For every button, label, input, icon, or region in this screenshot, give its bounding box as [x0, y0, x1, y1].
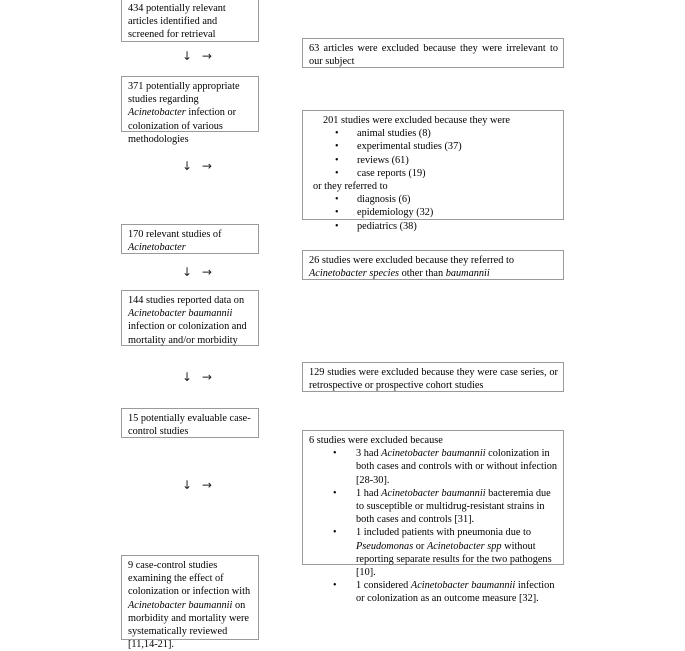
node-appropriate-text: 371 potentially appropriate studies regarding Acinetobacter infection or colonization of various methodologies [128, 81, 240, 145]
bullet-colonization: • 3 had Acinetobacter baumannii colonization in both cases and controls with or without infection [28-30]. [309, 447, 558, 487]
bullet-item: • pediatrics (38) [313, 220, 558, 233]
node-identified [121, 0, 259, 42]
bullet-item: • epidemiology (32) [313, 206, 558, 219]
bullet-item: • animal studies (8) [313, 127, 558, 140]
node-excluded-6 [302, 430, 564, 605]
node-final [121, 555, 259, 651]
node-final-text: 9 case-control studies examining the effect of colonization or infection with Acinetobacter baumannii on morbidity and mortality were systematically reviewed [11,14-21]. [128, 560, 251, 651]
bullet-item: • diagnosis (6) [313, 193, 558, 206]
connector-4: ↓ → [182, 370, 215, 384]
node-reported-data-text: 144 studies reported data on Acinetobacter baumannii infection or colonization and mortality and/or morbidity [128, 295, 247, 346]
node-relevant-text: 170 relevant studies of Acinetobacter [128, 229, 222, 254]
node-relevant [121, 224, 259, 254]
node-excluded-129-text: 129 studies were excluded because they were case series, or retrospective or prospective cohort studies [309, 367, 558, 392]
node-evaluable-text: 15 potentially evaluable case-control studies [128, 413, 251, 438]
bullet-outcome: • 1 considered Acinetobacter baumannii infection or colonization as an outcome measure [32]. [309, 579, 558, 605]
node-excluded-201-list-b [313, 193, 558, 233]
node-excluded-201-list-a [313, 127, 558, 180]
node-identified-text: 434 potentially relevant articles identified and screened for retrieval [128, 3, 226, 41]
bullet-item: • case reports (19) [313, 167, 558, 180]
connector-3: ↓ → [182, 265, 215, 279]
bullet-pneumonia: • 1 included patients with pneumonia due to Pseudomonas or Acinetobacter spp without reporting separate results for the two pathogens [10]. [309, 526, 558, 579]
node-excluded-63 [302, 38, 564, 68]
node-excluded-26 [302, 250, 564, 280]
node-excluded-6-list [309, 447, 558, 605]
node-excluded-6-heading: 6 studies were excluded because [309, 435, 443, 446]
node-excluded-201 [302, 110, 564, 232]
node-excluded-201-heading: 201 studies were excluded because they were [323, 115, 510, 126]
node-excluded-129 [302, 362, 564, 392]
node-appropriate [121, 76, 259, 145]
node-reported-data [121, 290, 259, 346]
node-excluded-26-text: 26 studies were excluded because they referred to Acinetobacter species other than baumannii [309, 255, 514, 280]
connector-1: ↓ → [182, 49, 215, 63]
bullet-bacteremia: • 1 had Acinetobacter baumannii bacteremia due to susceptible or multidrug-resistant strains in both cases and controls [31]. [309, 487, 558, 527]
node-excluded-63-text: 63 articles were excluded because they were irrelevant to our subject [309, 43, 558, 68]
node-excluded-201-subheading: or they referred to [313, 181, 388, 193]
connector-2: ↓ → [182, 159, 215, 173]
node-evaluable [121, 408, 259, 438]
connector-5: ↓ → [182, 478, 215, 492]
bullet-item: • experimental studies (37) [313, 140, 558, 153]
bullet-item: • reviews (61) [313, 154, 558, 167]
